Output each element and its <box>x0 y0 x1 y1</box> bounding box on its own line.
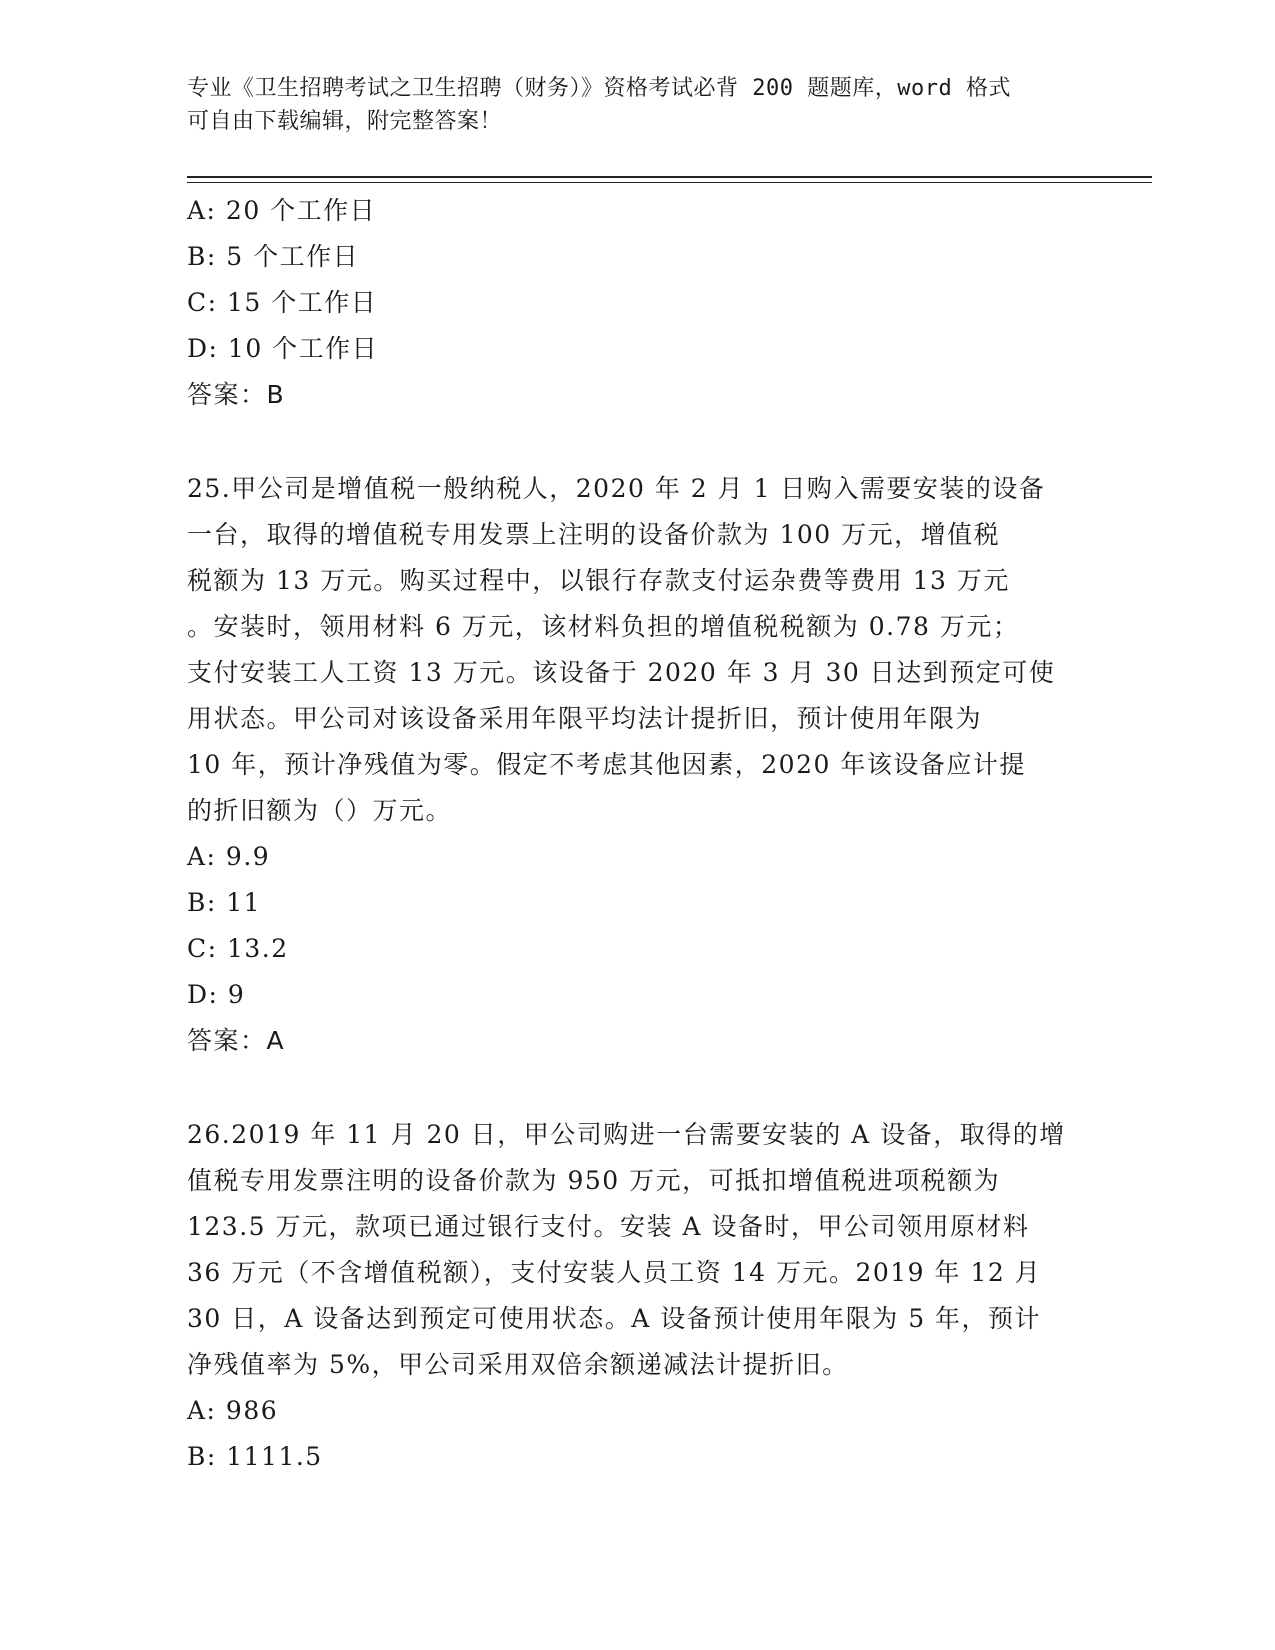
spacer <box>187 1064 1087 1112</box>
question-26 <box>187 1112 1087 1480</box>
question-25 <box>187 466 1087 1064</box>
header-divider-thin <box>187 182 1152 183</box>
spacer <box>187 418 1087 466</box>
option-c: C: 13.2 <box>187 934 289 963</box>
question-text-line: 。安装时，领用材料 6 万元，该材料负担的增值税税额为 0.78 万元； <box>187 612 1020 641</box>
question-text-line: 的折旧额为（）万元。 <box>187 796 453 825</box>
option-b: B: 1111.5 <box>187 1442 323 1471</box>
option-a: A: 986 <box>187 1396 279 1425</box>
header-divider <box>187 176 1152 178</box>
question-content <box>187 188 1087 1480</box>
option-a: A: 20 个工作日 <box>187 196 377 225</box>
option-d: D: 10 个工作日 <box>187 334 379 363</box>
option-b: B: 5 个工作日 <box>187 242 360 271</box>
option-a: A: 9.9 <box>187 842 271 871</box>
question-text-line: 用状态。甲公司对该设备采用年限平均法计提折旧，预计使用年限为 <box>187 704 983 733</box>
question-text-line: 值税专用发票注明的设备价款为 950 万元，可抵扣增值税进项税额为 <box>187 1166 1001 1195</box>
answer-label: 答案：B <box>187 380 286 409</box>
question-text-line: 25.甲公司是增值税一般纳税人，2020 年 2 月 1 日购入需要安装的设备 <box>187 474 1046 503</box>
option-c: C: 15 个工作日 <box>187 288 378 317</box>
option-b: B: 11 <box>187 888 262 917</box>
question-text-line: 30 日，A 设备达到预定可使用状态。A 设备预计使用年限为 5 年，预计 <box>187 1304 1042 1333</box>
question-text-line: 123.5 万元，款项已通过银行支付。安装 A 设备时，甲公司领用原材料 <box>187 1212 1030 1241</box>
header-line: 可自由下载编辑，附完整答案！ <box>187 109 503 134</box>
page-header <box>187 72 1077 138</box>
option-d: D: 9 <box>187 980 246 1009</box>
question-text-line: 10 年，预计净残值为零。假定不考虑其他因素，2020 年该设备应计提 <box>187 750 1026 779</box>
question-text-line: 支付安装工人工资 13 万元。该设备于 2020 年 3 月 30 日达到预定可使 <box>187 658 1056 687</box>
question-text-line: 26.2019 年 11 月 20 日，甲公司购进一台需要安装的 A 设备，取得的增 <box>187 1120 1066 1149</box>
question-24 <box>187 188 1087 418</box>
question-text-line: 一台，取得的增值税专用发票上注明的设备价款为 100 万元，增值税 <box>187 520 1001 549</box>
question-text-line: 税额为 13 万元。购买过程中，以银行存款支付运杂费等费用 13 万元 <box>187 566 1010 595</box>
question-text-line: 36 万元（不含增值税额），支付安装人员工资 14 万元。2019 年 12 月 <box>187 1258 1042 1287</box>
question-text-line: 净残值率为 5%，甲公司采用双倍余额递减法计提折旧。 <box>187 1350 849 1379</box>
header-line: 专业《卫生招聘考试之卫生招聘（财务）》资格考试必背 200 题题库，word 格式 <box>187 76 1011 101</box>
answer-label: 答案：A <box>187 1026 286 1055</box>
